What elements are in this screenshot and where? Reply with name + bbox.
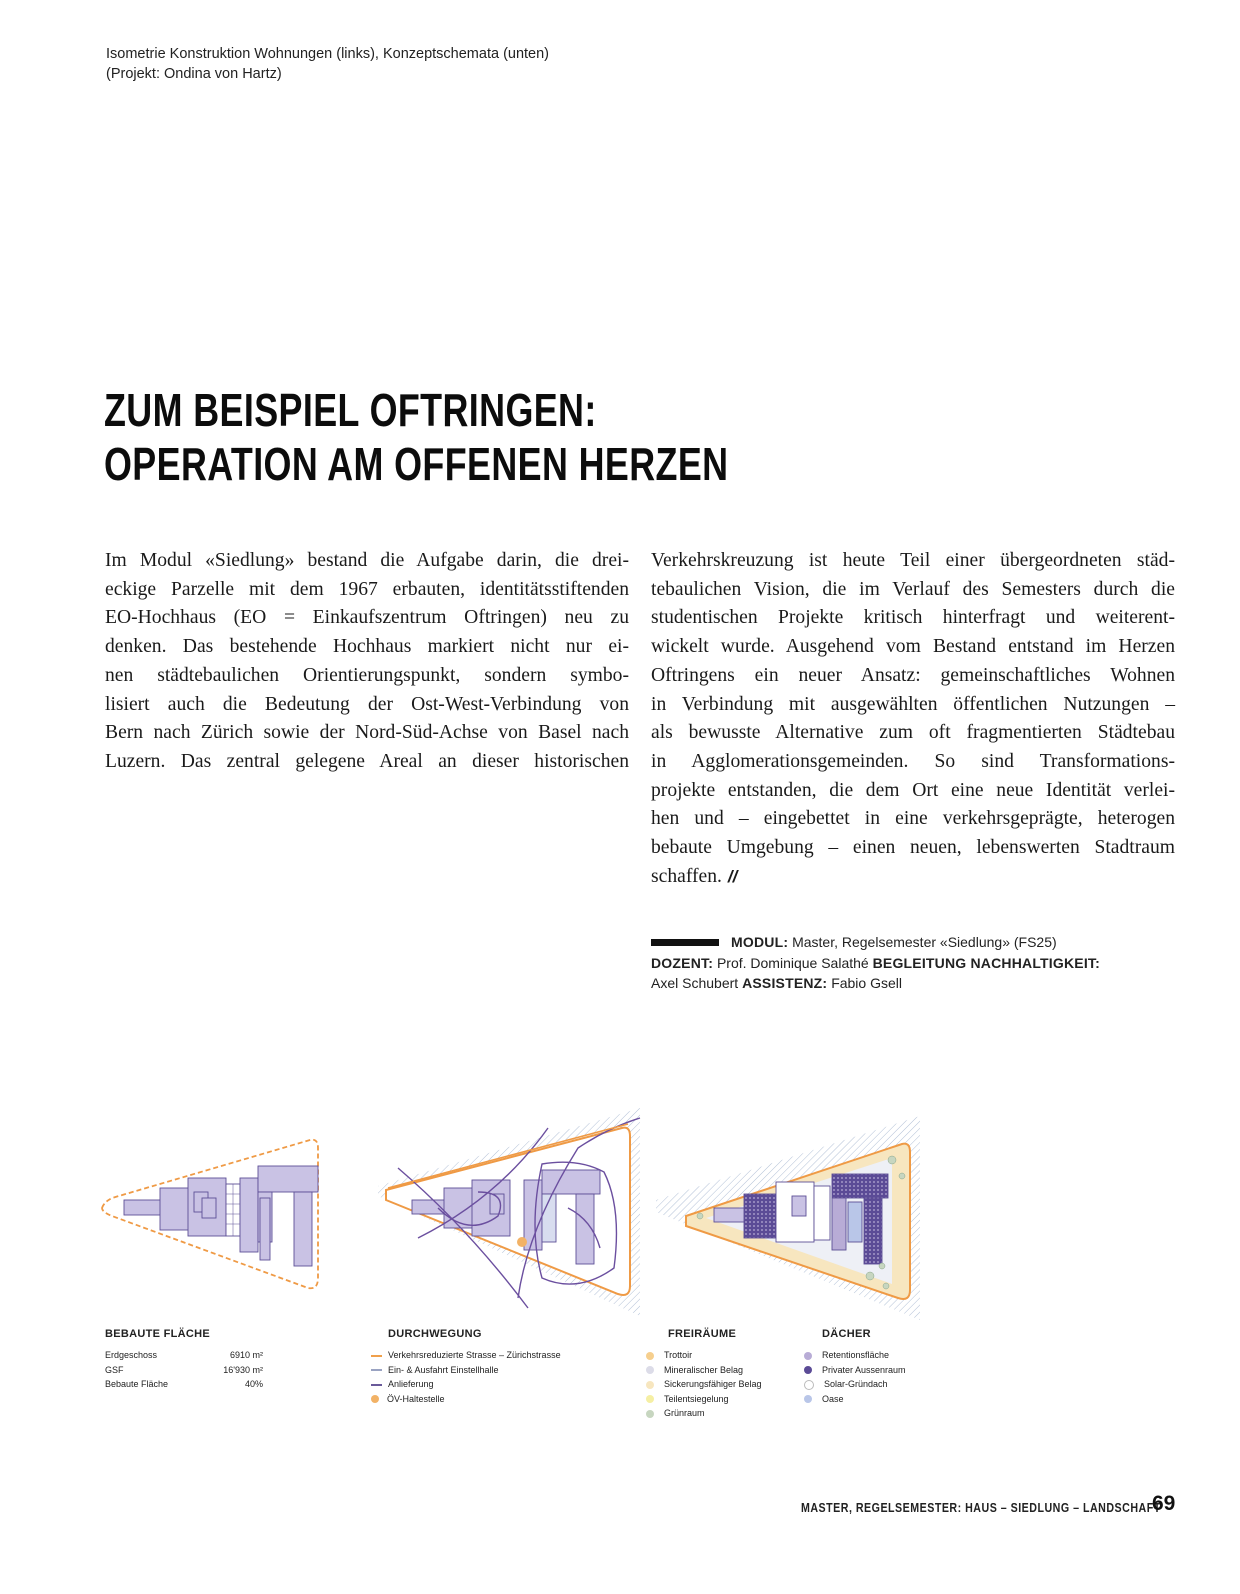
legend-row [804,1392,906,1407]
legend-swatch [646,1395,654,1403]
legend-value: 40% [244,1379,263,1390]
legend-label: Retentionsfläche [822,1350,890,1360]
legend-swatch [646,1366,654,1374]
body-line: in Agglomerationsgemeinden. So sind Transformations- [651,750,1175,772]
caption-line-1: Isometrie Konstruktion Wohnungen (links), Konzeptschemata (unten) [106,46,550,62]
caption-line-2: (Projekt: Ondina von Hartz) [106,66,282,82]
legend-label: Verkehrsreduzierte Strasse – Zürichstrasse [388,1350,561,1360]
legend-row [646,1406,762,1421]
modul-value: Master, Regelsemester «Siedlung» (FS25) [792,934,1057,950]
body-line: Im Modul «Siedlung» bestand die Aufgabe darin, die drei- [105,550,629,571]
body-line: Bern nach Zürich sowie der Nord-Süd-Achse von Basel nach [105,722,629,744]
legend-label: Erdgeschoss [105,1350,158,1360]
body-line: Verkehrskreuzung ist heute Teil einer übergeordneten städ- [651,550,1175,571]
legend-heading: BEBAUTE FLÄCHE [105,1328,211,1340]
credits-block [651,932,1211,994]
legend-row [105,1348,263,1363]
legend-label: Oase [822,1393,844,1404]
legend-value: 6910 m² [229,1350,263,1360]
legend-swatch [804,1366,812,1374]
legend-row [371,1377,561,1392]
legend-label: ÖV-Haltestelle [387,1393,445,1404]
legend-swatch [371,1384,382,1386]
legend-swatch [804,1352,812,1360]
legend-row [371,1363,561,1378]
body-line: denken. Das bestehende Hochhaus markiert nicht nur ei- [105,636,629,658]
body-line: wickelt wurde. Ausgehend vom Bestand entstand im Herzen [651,636,1175,658]
legend-swatch [804,1380,814,1390]
running-footer: MASTER, REGELSEMESTER: HAUS – SIEDLUNG – LANDSCHAFT [801,1500,1161,1515]
body-line: studentischen Projekte kritisch hinterfragt und weiterent- [651,607,1175,629]
end-mark: // [727,866,738,886]
legend-heading: FREIRÄUME [668,1328,737,1340]
page-number: 69 [1152,1492,1176,1515]
legend-row [646,1377,762,1392]
modul-label: MODUL: [731,934,789,950]
body-line: projekte entstanden, die dem Ort eine neue Identität verlei- [651,779,1175,801]
legend-label: Privater Aussenraum [822,1364,906,1375]
body-line: Luzern. Das zentral gelegene Areal an dieser historischen [105,750,629,772]
legend-value: 16'930 m² [223,1364,263,1375]
legend-label: Ein- & Ausfahrt Einstellhalle [388,1364,499,1375]
legend-row [646,1348,762,1363]
body-line: lisiert auch die Bedeutung der Ost-West-Verbindung von [105,693,629,715]
legend-swatch [371,1395,379,1403]
legend-row [646,1363,762,1378]
body-line: Oftringens ein neuer Ansatz: gemeinschaftliches Wohnen [651,664,1175,686]
begleitung-value: Axel Schubert [651,975,739,991]
legend-freiraeume [646,1328,762,1421]
assistenz-label: ASSISTENZ: [742,975,828,991]
legend-label: Mineralischer Belag [664,1364,744,1375]
plan-freiraeume-daecher [656,1116,924,1322]
body-line-last [651,863,1175,892]
legend-label: GSF [105,1364,124,1375]
assistenz-value: Fabio Gsell [831,975,902,991]
legend-row [804,1377,906,1392]
legend-row [804,1363,906,1378]
legend-label: Anlieferung [388,1379,434,1390]
body-line: EO-Hochhaus (EO = Einkaufszentrum Oftringen) neu zu [105,607,629,629]
legend-row [804,1348,906,1363]
legend-label: Solar-Gründach [824,1379,888,1390]
title-line-1: ZUM BEISPIEL OFTRINGEN: [104,384,597,436]
legend-row [371,1348,561,1363]
legend-bebaute-flaeche [105,1328,263,1392]
body-line: nen städtebaulichen Orientierungspunkt, sondern symbo- [105,664,629,686]
legend-swatch [646,1381,654,1389]
legend-durchwegung [371,1328,561,1406]
plan-bebaute-flaeche [98,1136,323,1294]
legend-swatch [371,1369,382,1371]
body-line: hen und – eingebettet in eine verkehrsgeprägte, heterogen [651,808,1175,830]
body-column-right [651,547,1175,891]
title-line-2: OPERATION AM OFFENEN HERZEN [104,438,729,490]
article-title [104,383,728,491]
legend-label: Trottoir [664,1350,693,1360]
image-caption [106,44,806,84]
begleitung-label: BEGLEITUNG NACHHALTIGKEIT: [872,954,1100,971]
body-line: in Verbindung mit ausgewählten öffentlichen Nutzungen – [651,693,1175,715]
body-line: tebaulichen Vision, die im Verlauf des Semesters durch die [651,578,1175,600]
dozent-label: DOZENT: [651,954,714,971]
legend-swatch [646,1352,654,1360]
legend-row [105,1377,263,1392]
dozent-value: Prof. Dominique Salathé [716,954,869,971]
legend-row [646,1392,762,1407]
body-last-word: schaffen. [651,865,722,887]
legend-row [371,1392,561,1407]
legend-swatch [646,1410,654,1418]
body-column-left [105,547,629,777]
legend-label: Bebaute Fläche [105,1379,169,1390]
body-line: als bewusste Alternative zum oft fragmentierten Städtebau [651,722,1175,744]
body-line: bebaute Umgebung – einen neuen, lebenswerten Stadtraum [651,837,1175,859]
legend-heading: DÄCHER [822,1328,871,1340]
plan-durchwegung [378,1108,646,1318]
legend-label: Teilentsiegelung [664,1393,729,1404]
legend-label: Grünraum [664,1408,705,1419]
credits-bar [651,939,719,946]
legend-row [105,1363,263,1378]
body-line: eckige Parzelle mit dem 1967 erbauten, identitätsstiftenden [105,578,629,600]
legend-label: Sickerungsfähiger Belag [664,1379,762,1390]
legend-swatch [371,1355,382,1357]
legend-heading: DURCHWEGUNG [388,1328,482,1340]
legend-daecher [804,1328,906,1406]
legend-swatch [804,1395,812,1403]
